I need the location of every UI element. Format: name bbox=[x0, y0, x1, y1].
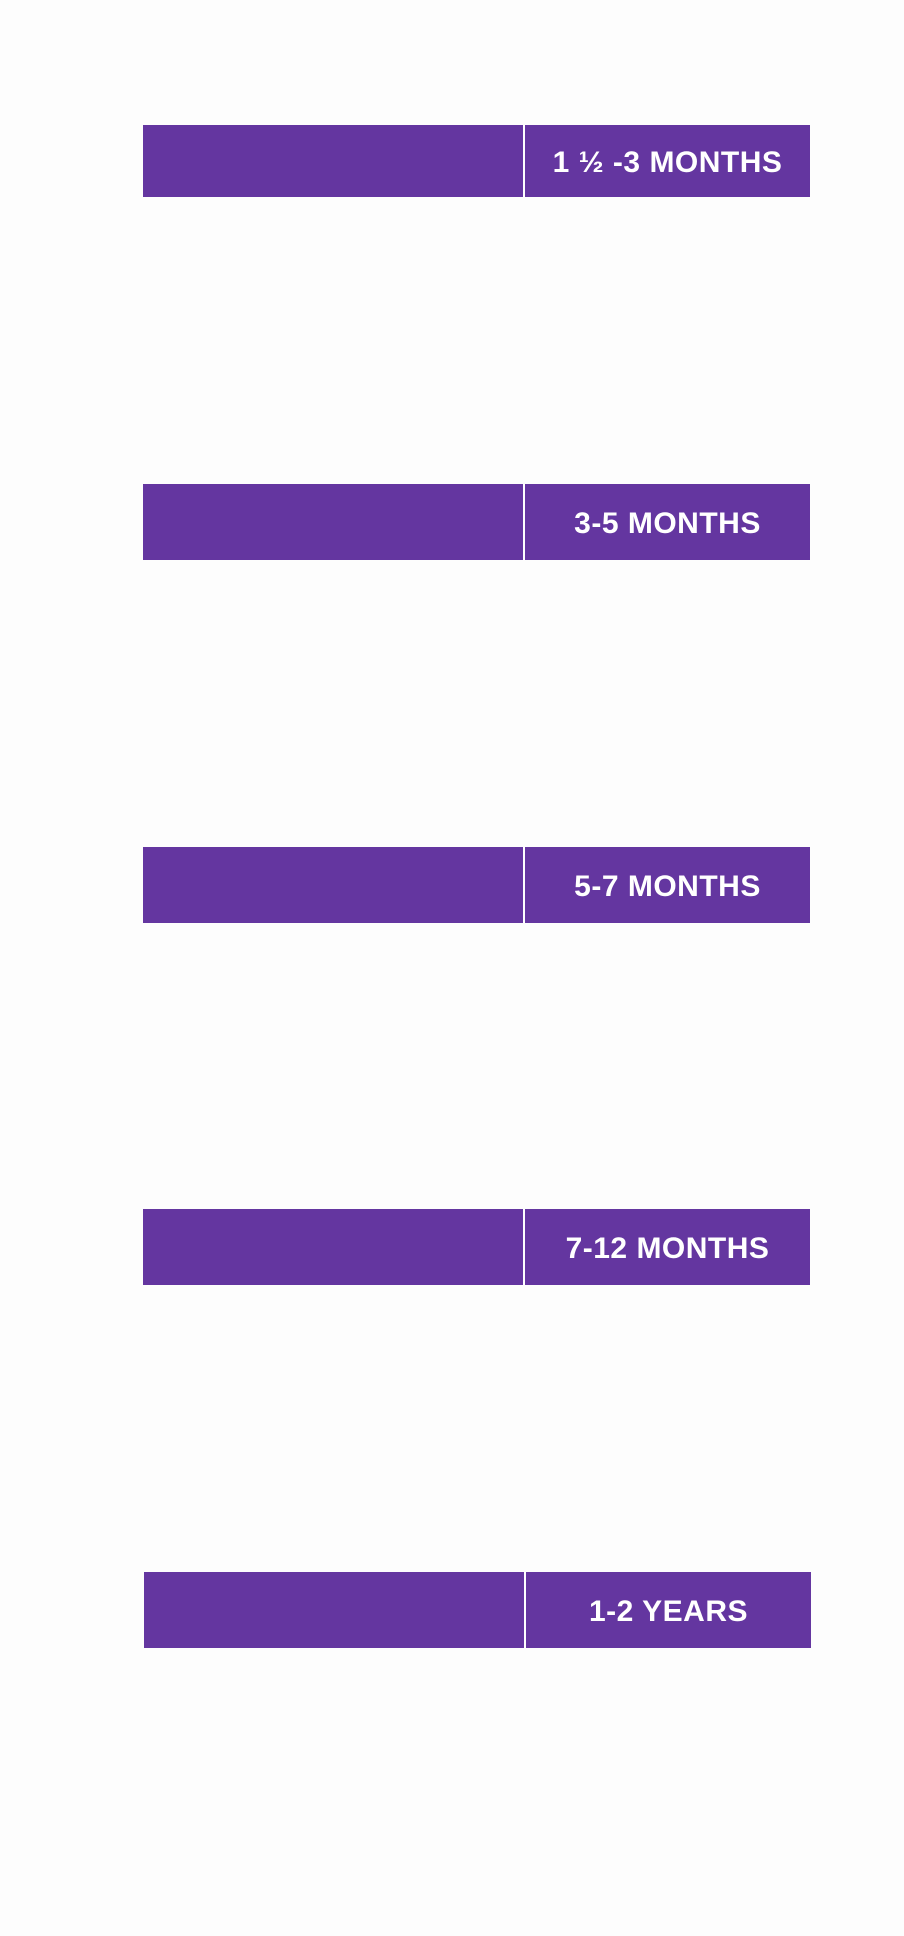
band-label: 7-12 MONTHS bbox=[565, 1232, 770, 1265]
band-bar-left bbox=[143, 125, 523, 197]
band-label: 1-2 YEARS bbox=[588, 1595, 748, 1628]
band-label: 1 ½ -3 MONTHS bbox=[552, 146, 783, 179]
age-band-3-to-5-months bbox=[143, 484, 810, 560]
band-bar-left bbox=[144, 1572, 524, 1648]
age-band-5-to-7-months bbox=[143, 847, 810, 923]
band-label: 3-5 MONTHS bbox=[574, 507, 761, 540]
band-label-box bbox=[525, 1209, 810, 1285]
band-bar-left bbox=[143, 847, 523, 923]
band-label-box bbox=[526, 1572, 811, 1648]
band-label-box bbox=[525, 125, 810, 197]
band-bar-left bbox=[143, 1209, 523, 1285]
age-band-1-to-2-years bbox=[144, 1572, 811, 1648]
age-band-1-5-to-3-months bbox=[143, 125, 810, 197]
band-label: 5-7 MONTHS bbox=[574, 870, 761, 903]
age-band-7-to-12-months bbox=[143, 1209, 810, 1285]
band-label-box bbox=[525, 847, 810, 923]
band-bar-left bbox=[143, 484, 523, 560]
band-label-box bbox=[525, 484, 810, 560]
